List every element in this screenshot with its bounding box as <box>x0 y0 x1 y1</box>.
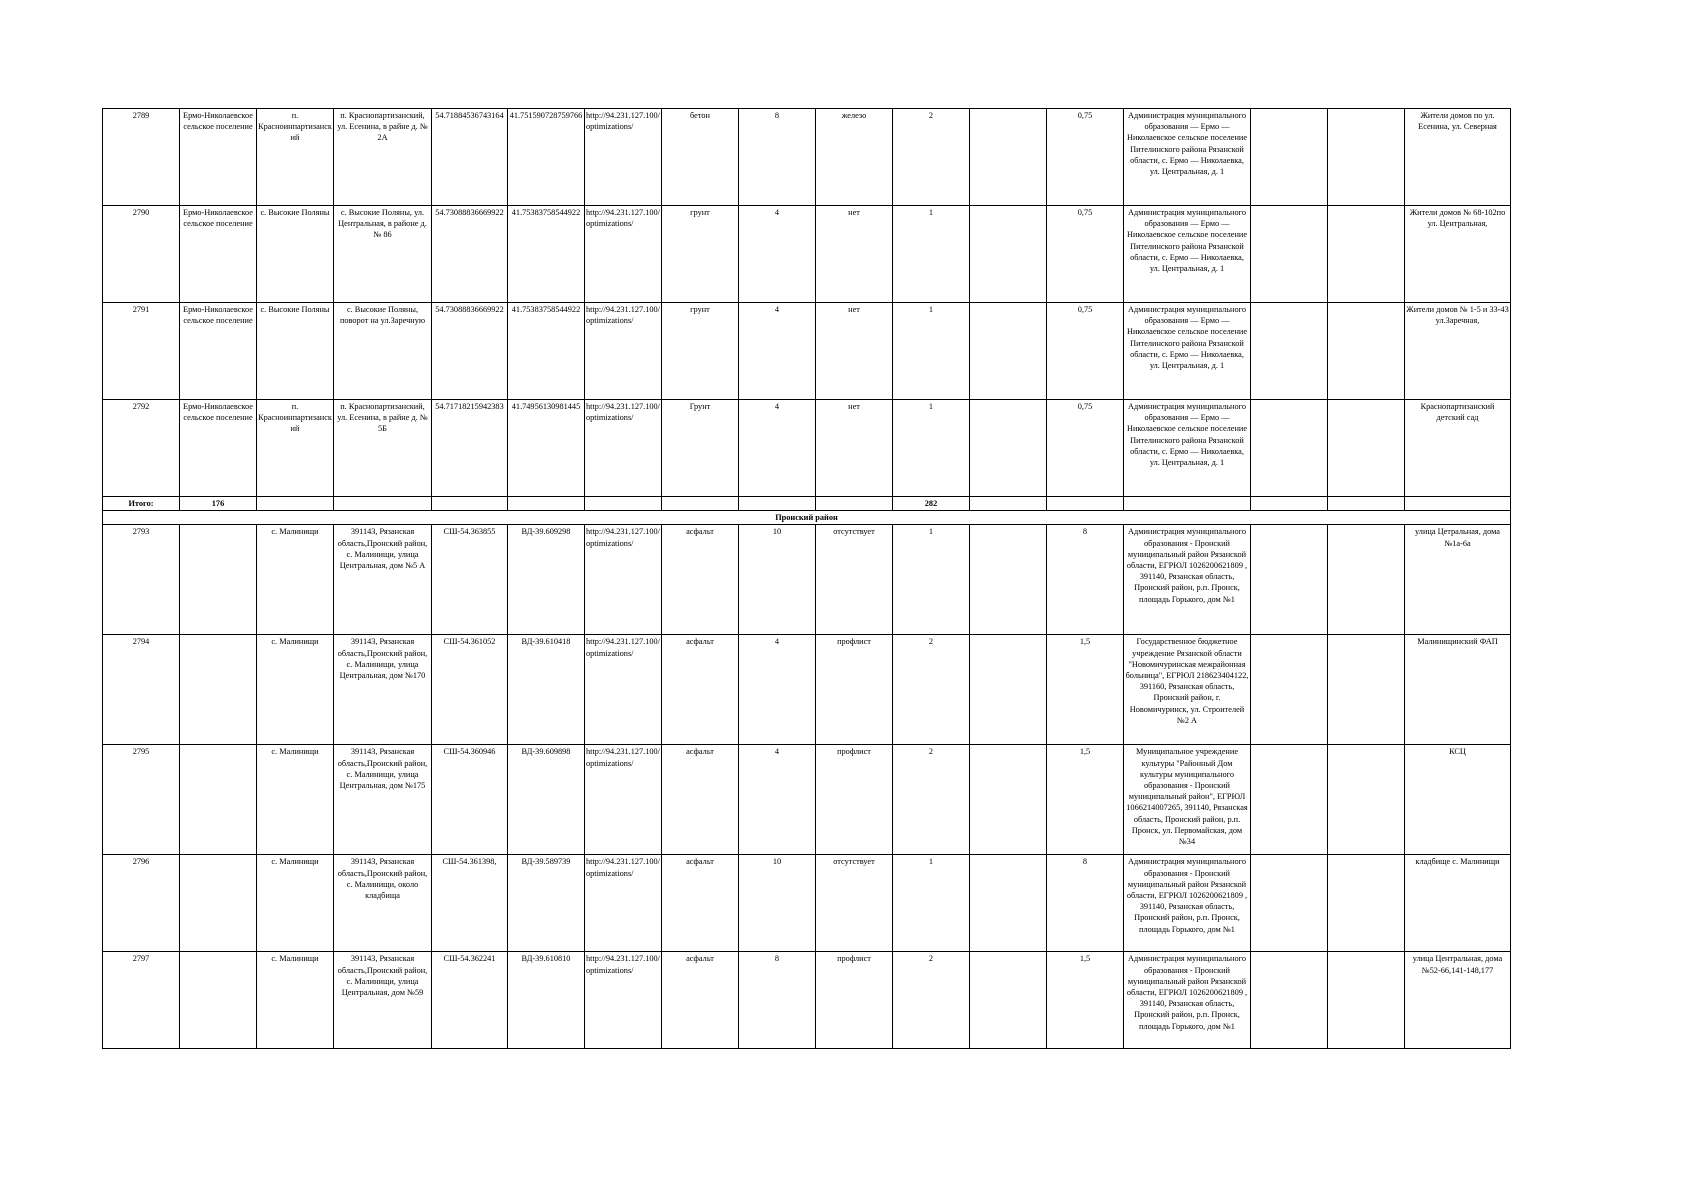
table-row <box>103 745 1511 855</box>
cell-vol: 1,5 <box>1047 635 1124 745</box>
cell-lat: СШ-54.363855 <box>432 525 508 635</box>
cell-vol: 8 <box>1047 855 1124 952</box>
cell-owner: Администрация муниципального образования - Пронский муниципальный район Рязанской области, ЕГРЮЛ 1026200621809 , 391140, Рязанская область, Пронский район, р.п. Пронск, площадь Горького, дом №1 <box>1124 855 1251 952</box>
cell-c16 <box>1328 303 1405 400</box>
table-row <box>103 525 1511 635</box>
cell-vol: 1,5 <box>1047 952 1124 1049</box>
cell-c15 <box>1251 745 1328 855</box>
cell-locality: п. Красноинпартизанский <box>257 400 334 497</box>
cell-url: http://94.231.127.100/optimizations/ <box>585 206 662 303</box>
cell-area: 4 <box>739 400 816 497</box>
cell-lat: СШ-54.362241 <box>432 952 508 1049</box>
cell-settlement <box>180 855 257 952</box>
cell-owner: Муниципальное учреждение культуры "Районный Дом культуры муниципального образования - Пронский муниципальный район", ЕГРЮЛ 1066214007265, 391140, Рязанская область, Пронский район, р.п. Пронск, ул. Первомайская, дом №34 <box>1124 745 1251 855</box>
cell-lat: 54.71718215942383 <box>432 400 508 497</box>
cell-n: 2797 <box>103 952 180 1049</box>
cell-vol: 0,75 <box>1047 109 1124 206</box>
cell-c16 <box>1328 400 1405 497</box>
cell-lat: 54.71884536743164 <box>432 109 508 206</box>
cell-cont: 1 <box>893 303 970 400</box>
cell-url: http://94.231.127.100/optimizations/ <box>585 952 662 1049</box>
cell-c12 <box>970 745 1047 855</box>
cell-c12 <box>970 109 1047 206</box>
cell-surface: асфальт <box>662 855 739 952</box>
cell-url: http://94.231.127.100/optimizations/ <box>585 855 662 952</box>
cell-c16 <box>1328 855 1405 952</box>
cell-fence: железо <box>816 109 893 206</box>
cell-surface: асфальт <box>662 525 739 635</box>
cell-lon: ВД-39.610418 <box>508 635 585 745</box>
cell-lon: ВД-39.589739 <box>508 855 585 952</box>
cell-cont: 1 <box>893 525 970 635</box>
cell-fence: профлист <box>816 745 893 855</box>
cell-address: п. Краснопартизанский, ул. Есенина, в райне д. № 2А <box>334 109 432 206</box>
cell-settlement: Ермо-Николаевское сельское поселение <box>180 400 257 497</box>
cell-c15 <box>1251 525 1328 635</box>
cell-surface: грунт <box>662 303 739 400</box>
cell-c12 <box>970 303 1047 400</box>
cell-address: п. Краснопартизанский, ул. Есенина, в райне д. № 5Б <box>334 400 432 497</box>
cell-surface: грунт <box>662 206 739 303</box>
cell-settlement: Ермо-Николаевское сельское поселение <box>180 109 257 206</box>
cell-n: 2790 <box>103 206 180 303</box>
table-row <box>103 400 1511 497</box>
cell-area: 4 <box>739 745 816 855</box>
cell-address: 391143, Рязанская область,Пронский район, с. Малинищи, улица Центральная, дом №5 А <box>334 525 432 635</box>
cell-lon: ВД-39.610810 <box>508 952 585 1049</box>
table-total <box>103 497 1511 525</box>
cell-c12 <box>970 952 1047 1049</box>
cell-lat: СШ-54.360946 <box>432 745 508 855</box>
cell-settlement <box>180 952 257 1049</box>
cell-surface: Грунт <box>662 400 739 497</box>
cell-address: 391143, Рязанская область,Пронский район, с. Малинищи, около кладбища <box>334 855 432 952</box>
cell-c15 <box>1251 206 1328 303</box>
cell-owner: Администрация муниципального образования — Ермо — Николаевское сельское поселение Пителинского района Рязанской области, с. Ермо — Николаевка, ул. Центральная, д. 1 <box>1124 206 1251 303</box>
cell-source: улица Центральная, дома №52-66,141-148,177 <box>1405 952 1511 1049</box>
cell-c16 <box>1328 206 1405 303</box>
cell-settlement: Ермо-Николаевское сельское поселение <box>180 206 257 303</box>
cell-c15 <box>1251 855 1328 952</box>
cell-url: http://94.231.127.100/optimizations/ <box>585 400 662 497</box>
cell-cont: 1 <box>893 206 970 303</box>
cell-url: http://94.231.127.100/optimizations/ <box>585 303 662 400</box>
cell-url: http://94.231.127.100/optimizations/ <box>585 109 662 206</box>
cell-c15 <box>1251 109 1328 206</box>
cell-area: 10 <box>739 855 816 952</box>
cell-fence: отсутствует <box>816 855 893 952</box>
cell-surface: асфальт <box>662 635 739 745</box>
table-row <box>103 109 1511 206</box>
cell-url: http://94.231.127.100/optimizations/ <box>585 525 662 635</box>
cell-lon: 41.75383758544922 <box>508 206 585 303</box>
cell-fence: нет <box>816 303 893 400</box>
cell-n: 2789 <box>103 109 180 206</box>
cell-source: Жители домов по ул. Есенина, ул. Северная <box>1405 109 1511 206</box>
cell-settlement: Ермо-Николаевское сельское поселение <box>180 303 257 400</box>
cell-lat: 54.73088836669922 <box>432 206 508 303</box>
cell-surface: бетон <box>662 109 739 206</box>
cell-lon: 41.751590728759766 <box>508 109 585 206</box>
cell-settlement <box>180 745 257 855</box>
waste-sites-table <box>102 108 1511 1049</box>
cell-locality: с. Малинищи <box>257 745 334 855</box>
district-header-row <box>103 511 1511 525</box>
cell-vol: 1,5 <box>1047 745 1124 855</box>
cell-cont: 2 <box>893 635 970 745</box>
cell-n: 2791 <box>103 303 180 400</box>
table-row <box>103 303 1511 400</box>
table-row <box>103 206 1511 303</box>
cell-n: 2792 <box>103 400 180 497</box>
cell-url: http://94.231.127.100/optimizations/ <box>585 635 662 745</box>
total-row <box>103 497 1511 511</box>
cell-lat: СШ-54.361398, <box>432 855 508 952</box>
cell-c15 <box>1251 303 1328 400</box>
cell-source: Жители домов № 68-102по ул. Центральная, <box>1405 206 1511 303</box>
cell-c16 <box>1328 952 1405 1049</box>
cell-n: 2794 <box>103 635 180 745</box>
cell-owner: Государственное бюджетное учреждение Рязанской области "Новомичуринская межрайонная больница", ЕГРЮЛ 218623404122, 391160, Рязанская область, Пронский район, г. Новомичуринск, ул. Строителей №2 А <box>1124 635 1251 745</box>
cell-address: с. Высокие Поляны, поворот на ул.Заречную <box>334 303 432 400</box>
cell-fence: профлист <box>816 952 893 1049</box>
cell-locality: с. Малинищи <box>257 635 334 745</box>
cell-fence: отсутствует <box>816 525 893 635</box>
cell-lon: ВД-39.609298 <box>508 525 585 635</box>
cell-c12 <box>970 206 1047 303</box>
cell-cont: 1 <box>893 400 970 497</box>
table-row <box>103 635 1511 745</box>
total-label: Итого: <box>103 497 180 511</box>
cell-lon: ВД-39.609898 <box>508 745 585 855</box>
cell-address: 391143, Рязанская область,Пронский район, с. Малинищи, улица Центральная, дом №175 <box>334 745 432 855</box>
cell-owner: Администрация муниципального образования — Ермо — Николаевское сельское поселение Пителинского района Рязанской области, с. Ермо — Николаевка, ул. Центральная, д. 1 <box>1124 400 1251 497</box>
cell-lon: 41.74956130981445 <box>508 400 585 497</box>
cell-source: Малинищинский ФАП <box>1405 635 1511 745</box>
cell-lat: 54.73088836669922 <box>432 303 508 400</box>
cell-vol: 0,75 <box>1047 206 1124 303</box>
cell-area: 4 <box>739 206 816 303</box>
cell-address: с. Высокие Поляны, ул. Центральная, в районе д.№ 86 <box>334 206 432 303</box>
cell-surface: асфальт <box>662 952 739 1049</box>
cell-address: 391143, Рязанская область,Пронский район, с. Малинищи, улица Центральная, дом №59 <box>334 952 432 1049</box>
cell-source: Краснопартизанский детский сад <box>1405 400 1511 497</box>
cell-fence: нет <box>816 206 893 303</box>
cell-n: 2793 <box>103 525 180 635</box>
cell-c15 <box>1251 400 1328 497</box>
cell-owner: Администрация муниципального образования — Ермо — Николаевское сельское поселение Пителинского района Рязанской области, с. Ермо — Николаевка, ул. Центральная, д. 1 <box>1124 303 1251 400</box>
total-containers: 282 <box>893 497 970 511</box>
table-body-ermo <box>103 109 1511 497</box>
cell-cont: 1 <box>893 855 970 952</box>
cell-settlement <box>180 525 257 635</box>
cell-cont: 2 <box>893 109 970 206</box>
cell-locality: с. Малинищи <box>257 855 334 952</box>
cell-lon: 41.75383758544922 <box>508 303 585 400</box>
cell-c16 <box>1328 745 1405 855</box>
cell-c12 <box>970 400 1047 497</box>
table-row <box>103 952 1511 1049</box>
cell-cont: 2 <box>893 952 970 1049</box>
cell-address: 391143, Рязанская область,Пронский район, с. Малинищи, улица Центральная, дом №170 <box>334 635 432 745</box>
cell-owner: Администрация муниципального образования — Ермо — Николаевское сельское поселение Пителинского района Рязанской области, с. Ермо — Николаевка, ул. Центральная, д. 1 <box>1124 109 1251 206</box>
cell-owner: Администрация муниципального образования - Пронский муниципальный район Рязанской области, ЕГРЮЛ 1026200621809 , 391140, Рязанская область, Пронский район, р.п. Пронск, площадь Горького, дом №1 <box>1124 525 1251 635</box>
cell-c16 <box>1328 635 1405 745</box>
cell-n: 2796 <box>103 855 180 952</box>
cell-area: 10 <box>739 525 816 635</box>
cell-locality: с. Малинищи <box>257 952 334 1049</box>
cell-c12 <box>970 635 1047 745</box>
cell-source: кладбище с. Малинищи <box>1405 855 1511 952</box>
cell-owner: Администрация муниципального образования - Пронский муниципальный район Рязанской области, ЕГРЮЛ 1026200621809 , 391140, Рязанская область, Пронский район, р.п. Пронск, площадь Горького, дом №1 <box>1124 952 1251 1049</box>
cell-source: КСЦ <box>1405 745 1511 855</box>
cell-c16 <box>1328 525 1405 635</box>
cell-locality: с. Высокие Поляны <box>257 206 334 303</box>
cell-area: 8 <box>739 952 816 1049</box>
cell-vol: 0,75 <box>1047 400 1124 497</box>
cell-source: Жители домов № 1-5 и 33-43 ул.Заречная, <box>1405 303 1511 400</box>
cell-fence: нет <box>816 400 893 497</box>
cell-area: 8 <box>739 109 816 206</box>
cell-surface: асфальт <box>662 745 739 855</box>
cell-c15 <box>1251 952 1328 1049</box>
table-row <box>103 855 1511 952</box>
total-count: 176 <box>180 497 257 511</box>
cell-lat: СШ-54.361052 <box>432 635 508 745</box>
cell-locality: с. Малинищи <box>257 525 334 635</box>
cell-cont: 2 <box>893 745 970 855</box>
cell-url: http://94.231.127.100/optimizations/ <box>585 745 662 855</box>
cell-c12 <box>970 855 1047 952</box>
cell-n: 2795 <box>103 745 180 855</box>
cell-area: 4 <box>739 303 816 400</box>
cell-c15 <box>1251 635 1328 745</box>
cell-locality: с. Высокие Поляны <box>257 303 334 400</box>
cell-vol: 0,75 <box>1047 303 1124 400</box>
cell-fence: профлист <box>816 635 893 745</box>
cell-area: 4 <box>739 635 816 745</box>
cell-source: улица Цетральная, дома №1а-6а <box>1405 525 1511 635</box>
cell-c12 <box>970 525 1047 635</box>
cell-vol: 8 <box>1047 525 1124 635</box>
district-title: Пронский район <box>103 511 1511 525</box>
cell-c16 <box>1328 109 1405 206</box>
cell-settlement <box>180 635 257 745</box>
table-body-pronsk <box>103 525 1511 1049</box>
cell-locality: п. Красноинпартизанский <box>257 109 334 206</box>
